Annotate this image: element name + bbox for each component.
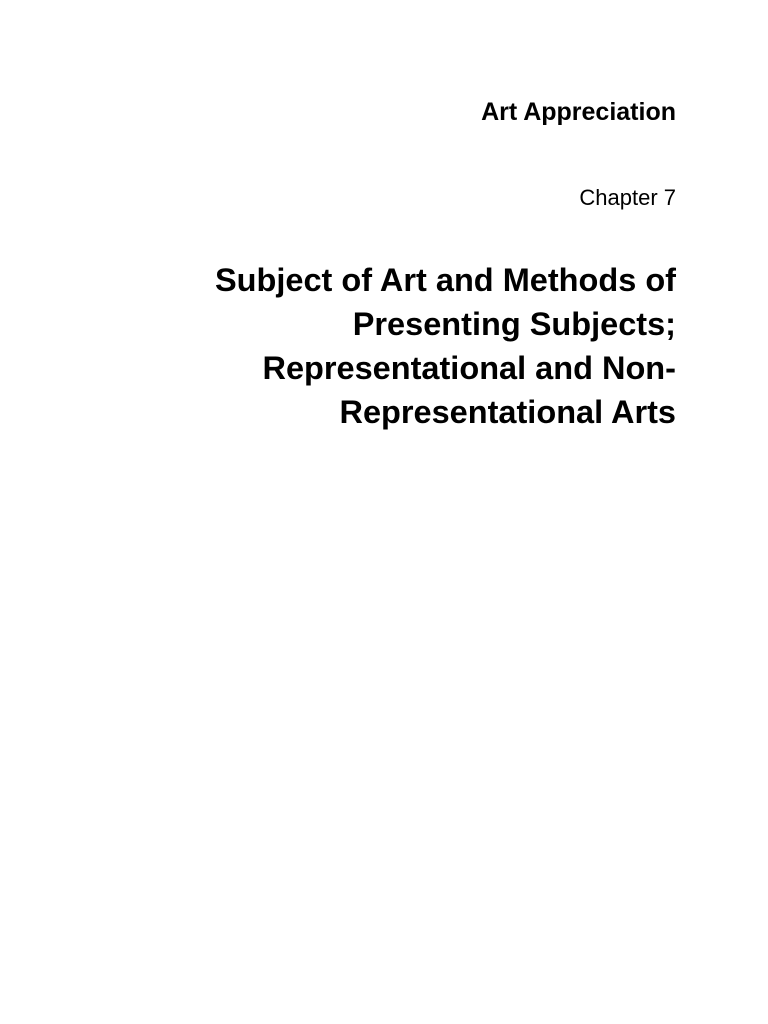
- chapter-title-line: Subject of Art and Methods of: [215, 262, 676, 298]
- chapter-label: Chapter 7: [579, 185, 676, 210]
- chapter-title: [116, 258, 676, 434]
- course-title: Art Appreciation: [481, 98, 676, 126]
- chapter-title-line: Representational and Non-: [262, 350, 676, 386]
- chapter-title-line: Presenting Subjects;: [352, 306, 676, 342]
- chapter-title-line: Representational Arts: [339, 394, 676, 430]
